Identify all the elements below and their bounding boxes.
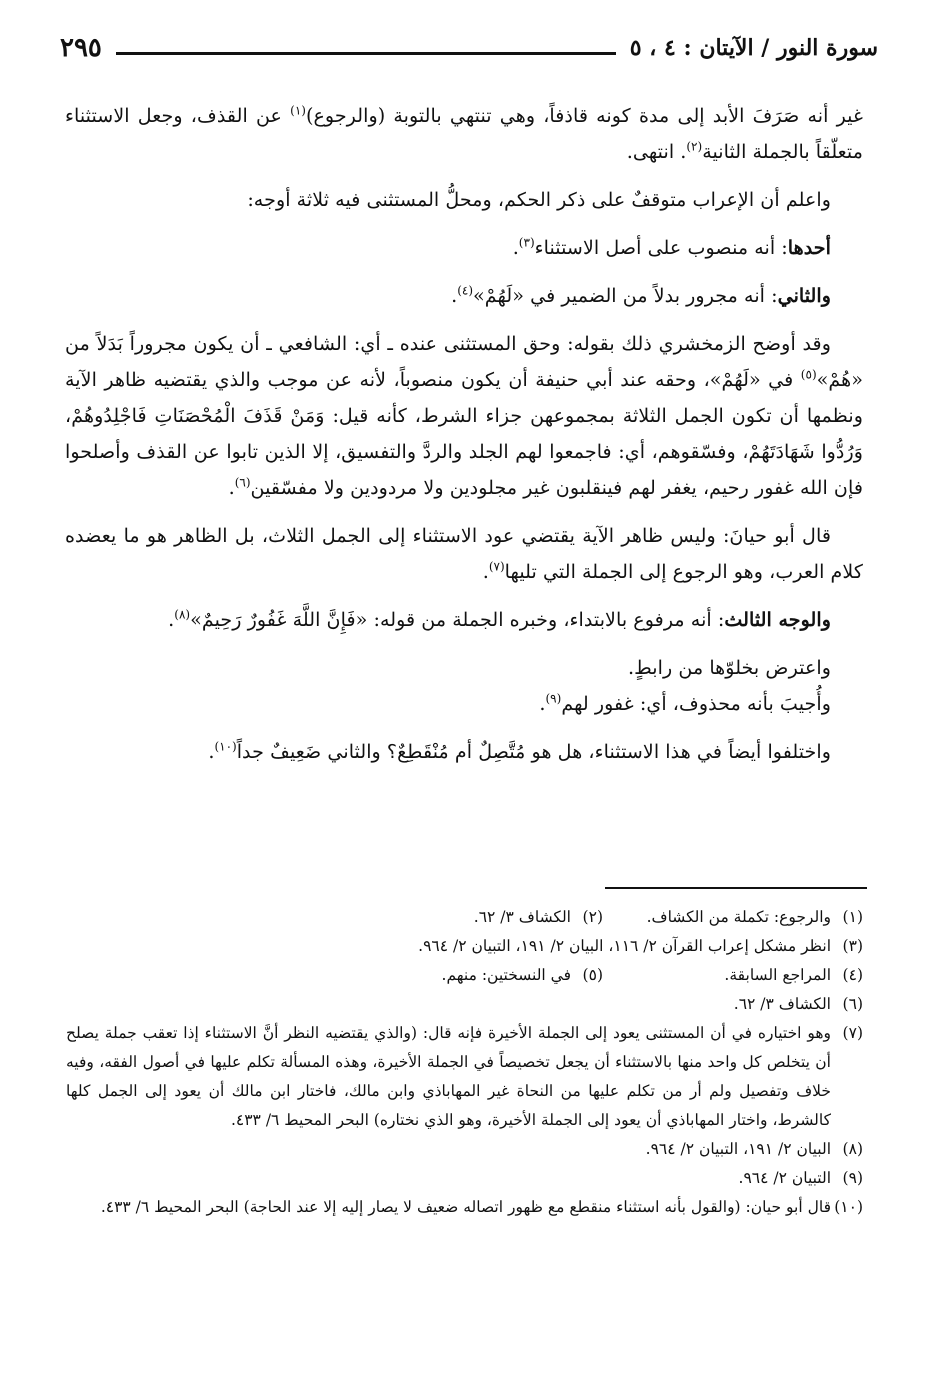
footnote-ref: (٦) [234, 475, 251, 490]
footnote: (١) والرجوع: تكملة من الكشاف. [646, 908, 863, 926]
paragraph: واعلم أن الإعراب متوقفٌ على ذكر الحكم، ومحلُّ المستثنى فيه ثلاثة أوجه: [247, 188, 831, 211]
paragraph: وأُجيبَ بأنه محذوف، أي: غفور لهم$^{(٩)}$. [539, 691, 831, 715]
page-number: ٢٩٥ [60, 33, 102, 63]
paragraph: والثاني: أنه مجرور بدلاً من الضمير في «لَهُمْ»$^{(٤)}$. [451, 283, 831, 307]
point-label: أحدها [787, 236, 831, 259]
running-title: سورة النور / الآيتان : ٤ ، ٥ [629, 35, 878, 61]
footnote-ref: (٥) [800, 367, 817, 382]
footnote-ref: (٧) [488, 559, 505, 574]
main-text [65, 98, 863, 782]
footnote-ref: (٤) [457, 283, 474, 298]
footnote-pair [66, 903, 863, 932]
paragraph: غير أنه صَرَفَ الأبد إلى مدة كونه قاذفاً، وهي تنتهي بالتوبة (والرجوع)$^{(١)}$ عن القذف، وجعل الاستثناء متعلّقاً بالجملة الثانية$^{(٢)}$. انتهى. [65, 103, 864, 163]
footnote-ref: (٣) [518, 235, 535, 250]
page-header [60, 30, 878, 66]
footnote: (٦) الكشاف ٣/ ٦٢. [733, 995, 863, 1013]
footnote: (٧) وهو اختياره في أن المستثنى يعود إلى الجملة الأخيرة فإنه قال: (والذي يقتضيه النظر أنَّ الاستثناء إذا تعقب جملة يصلح أن يتخلص كل واحد منها بالاستثناء أن يجعل تخصيصاً في الجملة الأخيرة، وهذه المسألة تكلم عليها في أصول الفقه، وفيه خلاف وتفصيل ولم أر من تكلم عليها من النحاة غير المهاباذي وابن مالك، فاختار ابن مالك أن يعود إلى الجمل كلها كالشرط، واختار المهاباذي أن يعود إلى الجملة الأخيرة، وهو الذي نختاره) البحر المحيط ٦/ ٤٣٣. [66, 1024, 863, 1129]
footnote: (٢) الكشاف ٣/ ٦٢. [473, 908, 603, 926]
footnote-ref: (٢) [686, 139, 703, 154]
footnote: (٣) انظر مشكل إعراب القرآن ٢/ ١١٦، البيان ٢/ ١٩١، التبيان ٢/ ٩٦٤. [418, 937, 863, 955]
footnote-separator [605, 887, 867, 889]
footnote: (٥) في النسختين: منهم. [441, 966, 603, 984]
paragraph: واختلفوا أيضاً في هذا الاستثناء، هل هو مُتَّصِلٌ أم مُنْقَطِعٌ؟ والثاني ضَعِيفٌ جداً$^{(١٠)}$. [208, 739, 831, 763]
footnotes [66, 903, 863, 1222]
footnote-ref: (٩) [545, 691, 562, 706]
paragraph: أحدها: أنه منصوب على أصل الاستثناء$^{(٣)}$. [512, 235, 831, 259]
footnote: (٨) البيان ٢/ ١٩١، التبيان ٢/ ٩٦٤. [645, 1140, 863, 1158]
paragraph: وقد أوضح الزمخشري ذلك بقوله: وحق المستثنى عنده ـ أي: الشافعي ـ أن يكون مجروراً بَدَلاً من «هُمْ»$^{(٥)}$ في «لَهُمْ»، وحقه عند أبي حنيفة أن يكون منصوباً، لأنه عن موجب والذي يقتضيه ظاهر الآية ونظمها أن تكون الجمل الثلاثة بمجموعهن جزاء الشرط، كأنه قيل: وَمَنْ قَذَفَ الْمُحْصَنَاتِ فَاجْلِدُوهُمْ، وَرُدُّوا شَهَادَتَهُمْ، وفسّقوهم، أي: فاجمعوا لهم الجلد والردَّ والتفسيق، إلا الذين تابوا عن القذف وأصلحوا فإن الله غفور رحيم، يغفر لهم فينقلبون غير مجلودين ولا مردودين ولا مفسّقين$^{(٦)}$. [65, 332, 863, 499]
header-rule [116, 52, 616, 55]
paragraph: والوجه الثالث: أنه مرفوع بالابتداء، وخبره الجملة من قوله: «فَإِنَّ اللَّهَ غَفُورٌ رَحِيمٌ»$^{(٨)}$. [168, 607, 831, 631]
footnote: (١٠) قال أبو حيان: (والقول بأنه استثناء منقطع مع ظهور اتصاله ضعيف لا يصار إليه إلا عند الحاجة) البحر المحيط ٦/ ٤٣٣. [100, 1198, 863, 1216]
footnote: (٩) التبيان ٢/ ٩٦٤. [738, 1169, 863, 1187]
paragraph: قال أبو حيانَ: وليس ظاهر الآية يقتضي عود الاستثناء إلى الجمل الثلاث، بل الظاهر هو ما يعضده كلام العرب، وهو الرجوع إلى الجملة التي تليها$^{(٧)}$. [65, 524, 863, 583]
point-label: والثاني [777, 284, 831, 307]
point-label: والوجه الثالث [724, 608, 831, 631]
paragraph: واعترض بخلوّها من رابطٍ. [627, 656, 831, 679]
footnote-pair [66, 961, 863, 990]
footnote-ref: (١٠) [214, 739, 237, 754]
footnote-ref: (٨) [174, 607, 191, 622]
footnote-ref: (١) [290, 103, 306, 118]
footnote: (٤) المراجع السابقة. [724, 966, 863, 984]
